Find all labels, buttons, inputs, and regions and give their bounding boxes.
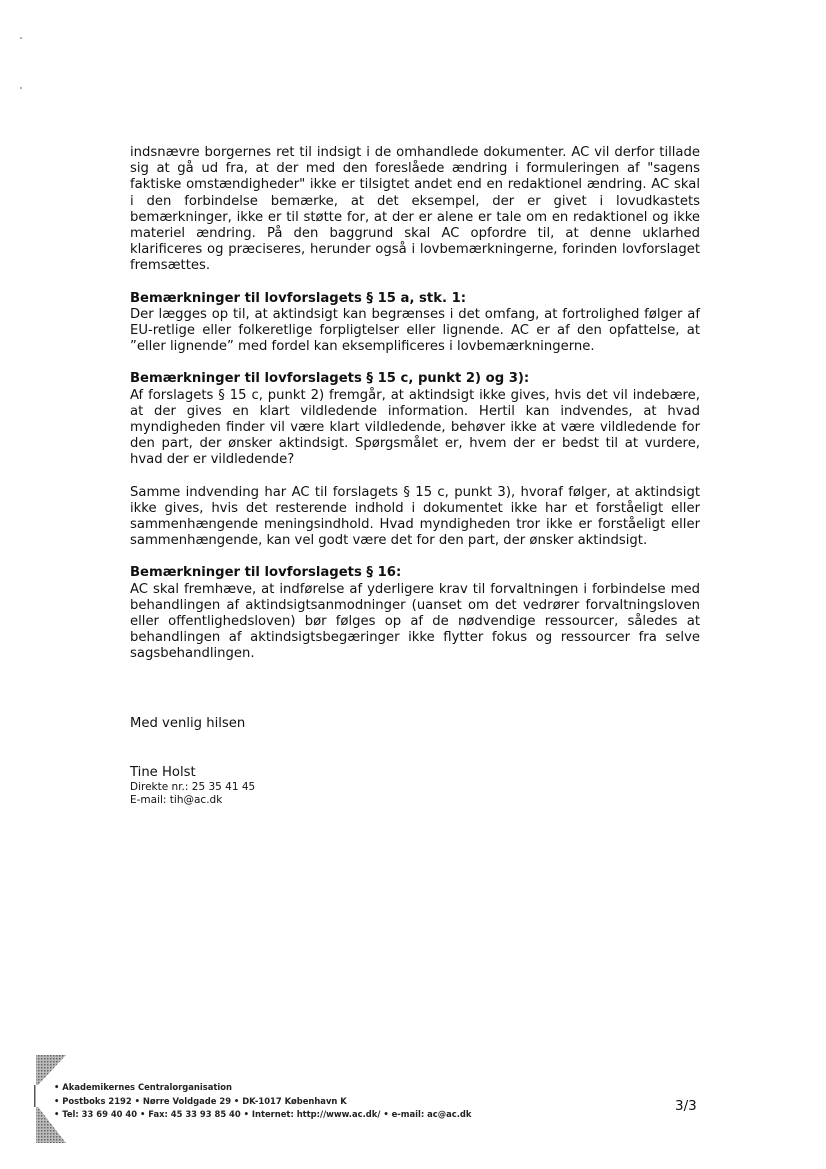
section-15c-text: Af forslagets § 15 c, punkt 2) fremgår, at aktindsigt ikke gives, hvis det vil indebære, at der gives en klart vildledende information. Hertil kan indvendes, at hvad myndigheden finder vil være klart vildledende, behøver ikke at være vildledende for den part, der ønsker aktindsigt. Spørgsmålet er, hvem der er bedst til at vurdere, hvad der er vildledende? [130, 387, 700, 468]
scan-speck [20, 37, 22, 39]
section-16-heading: Bemærkninger til lovforslagets § 16: [130, 565, 402, 581]
signature-name: Tine Holst [130, 765, 196, 780]
signature-block [130, 765, 255, 807]
footer-address [54, 1081, 472, 1122]
section-15a-heading: Bemærkninger til lovforslagets § 15 a, stk. 1: [130, 290, 467, 306]
section-15c-paragraph-2: Samme indvending har AC til forslagets § 15 c, punkt 3), hvoraf følger, at aktindsigt ikke gives, hvis det resterende indhold i dokumentet ikke har et forståeligt eller sammenhængende meningsindhold. Hvad myndigheden tror ikke er forståeligt eller sammenhængende, kan vel godt være det for den part, der ønsker aktindsigt. [130, 484, 700, 549]
page-number: 3/3 [675, 1098, 697, 1114]
signature-email: E-mail: tih@ac.dk [130, 794, 223, 806]
section-16-text: AC skal fremhæve, at indførelse af yderligere krav til forvaltningen i forbindelse med behandlingen af aktindsigtsanmodninger (uanset om det vedrører forvaltningsloven eller offentlighedsloven) bør følges op af de nødvendige ressourcer, således at behandlingen af aktindsigtsbegæringer ikke flytter fokus og ressourcer fra selve sagsbehandlingen. [130, 581, 700, 662]
section-15c [130, 371, 700, 468]
section-16 [130, 565, 700, 662]
closing-greeting: Med venlig hilsen [130, 716, 246, 731]
section-15a-text: Der lægges op til, at aktindsigt kan begrænses i det omfang, at fortrolighed følger af EU-retlige eller folkeretlige forpligtelser eller lignende. AC er af den opfattelse, at ”eller lignende” med fordel kan eksemplificeres i lovbemærkningerne. [130, 306, 700, 355]
scan-speck [20, 87, 22, 89]
footer-contact: • Tel: 33 69 40 40 • Fax: 45 33 93 85 40 • Internet: http://www.ac.dk/ • e-mail: ac@ac.dk [54, 1109, 472, 1119]
footer-postal: • Postboks 2192 • Nørre Voldgade 29 • DK-1017 København K [54, 1095, 347, 1106]
letter-body [130, 145, 700, 663]
signature-phone: Direkte nr.: 25 35 41 45 [130, 781, 256, 793]
section-15c-heading: Bemærkninger til lovforslagets § 15 c, punkt 2) og 3): [130, 371, 530, 387]
section-15a [130, 291, 700, 356]
letterhead-footer [32, 1055, 772, 1145]
intro-paragraph: indsnævre borgernes ret til indsigt i de omhandlede dokumenter. AC vil derfor tillade sig at gå ud fra, at der med den foreslåede ændring i formuleringen af "sagens faktiske omstændigheder" ikke er tilsigtet andet end en redaktionel ændring. AC skal i den forbindelse bemærke, at det eksempel, der er givet i lovudkastets bemærkninger, ikke er til støtte for, at der er alene er tale om en redaktionel og ikke materiel ændring. På den baggrund skal AC opfordre til, at denne uklarhed klarificeres og præciseres, herunder også i lovbemærkningerne, forinden lovforslaget fremsættes. [130, 145, 700, 274]
footer-org-name: • Akademikernes Centralorganisation [54, 1082, 232, 1092]
